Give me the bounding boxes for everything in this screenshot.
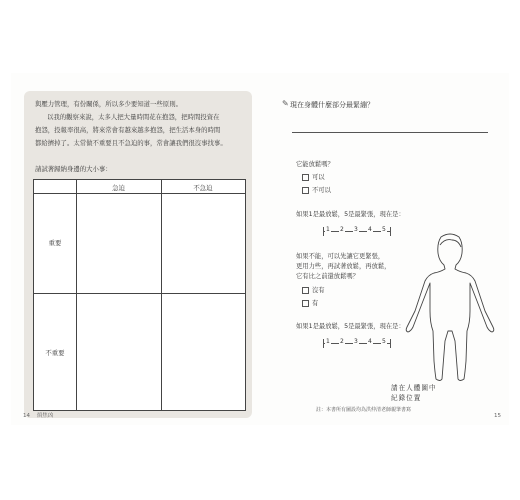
tension-scale[interactable]: [323, 337, 391, 351]
checkbox[interactable]: [302, 287, 309, 294]
scale-number: 3: [354, 338, 358, 345]
right-page: [260, 73, 509, 425]
left-page: [11, 73, 260, 425]
scale-number: 2: [340, 226, 344, 233]
intro-line: 以我的觀察來說，太多人把大量時間花在抱怨，把時間投資在: [47, 113, 220, 121]
intro-text: [35, 98, 245, 150]
option-yes: [302, 298, 318, 307]
question-heading: 現在身體什麼部分最緊繃？: [290, 101, 374, 109]
pencil-icon: ✎: [282, 99, 289, 108]
option-label: 有: [312, 300, 319, 307]
handwriting-line: 紀錄位置: [391, 394, 422, 402]
scale-number: 1: [326, 226, 330, 233]
handwritten-note: [391, 383, 437, 403]
tension-scale[interactable]: [323, 225, 391, 239]
option-can: [302, 172, 325, 181]
body-outline: [406, 234, 494, 381]
scale-tick: [390, 339, 391, 348]
tense-instruction: 更用力些，再試著放鬆，再放鬆，: [296, 263, 391, 270]
scale-number: 5: [382, 338, 386, 345]
scale-number: 4: [368, 338, 372, 345]
option-cannot: [302, 185, 331, 194]
option-label: 可以: [312, 174, 325, 181]
intro-line: 與壓力管理，有份關係，所以多少要知道一些原則。: [35, 100, 182, 108]
scale-number: 3: [354, 226, 358, 233]
matrix-divider: [34, 193, 245, 194]
page-number: 14: [23, 413, 30, 419]
tense-instruction: 如果不能，可以先讓它更緊張，: [296, 253, 385, 260]
scale-tick: [323, 339, 324, 348]
option-label: 沒有: [312, 287, 325, 294]
checkbox[interactable]: [302, 187, 309, 194]
matrix-divider: [161, 180, 162, 410]
page-footer: [23, 411, 53, 419]
checkbox[interactable]: [302, 300, 309, 307]
running-title: 煩焦凶: [36, 413, 54, 419]
scale-number: 2: [340, 338, 344, 345]
matrix-divider: [34, 293, 245, 294]
checkbox[interactable]: [302, 174, 309, 181]
row-header-important: 重要: [48, 239, 62, 247]
scale-number: 5: [382, 226, 386, 233]
tense-instruction: 它有比之前還放鬆嗎？: [296, 273, 359, 280]
scale-tick: [323, 227, 324, 236]
row-header-not-important: 不重要: [45, 349, 65, 357]
matrix-prompt: 請試著歸納身邊的大小事：: [35, 165, 112, 173]
scale-number: 4: [368, 226, 372, 233]
footnote: 註：本書所有圖設均為洪仲清老師親筆書寫: [316, 407, 412, 413]
col-header-not-urgent: 不急迫: [193, 184, 213, 192]
scale-prompt: 如果1是最放鬆，5是最緊張，現在是：: [296, 211, 405, 218]
option-no: [302, 285, 325, 294]
body-outline-illustration[interactable]: [400, 231, 500, 383]
option-label: 不可以: [312, 187, 331, 194]
priority-matrix: [33, 179, 246, 411]
relax-question: 它能放鬆嗎？: [296, 161, 334, 168]
scale-number: 1: [326, 338, 330, 345]
intro-line: 都給擠掉了。太常做不重要且不急迫的事，常會讓我們很沒事找事。: [35, 139, 227, 147]
answer-line: [292, 132, 488, 133]
page-number: 15: [494, 413, 501, 419]
scale-prompt: 如果1是最放鬆，5是最緊張，現在是：: [296, 323, 405, 330]
matrix-divider: [76, 180, 77, 410]
handwriting-line: 請在人體圖中: [391, 384, 437, 392]
col-header-urgent: 急迫: [112, 184, 125, 192]
intro-line: 抱怨，投報率很高，將來常會有越來越多抱怨，把生活本身的時間: [35, 126, 221, 134]
scale-tick: [390, 227, 391, 236]
hair-line: [440, 240, 461, 247]
